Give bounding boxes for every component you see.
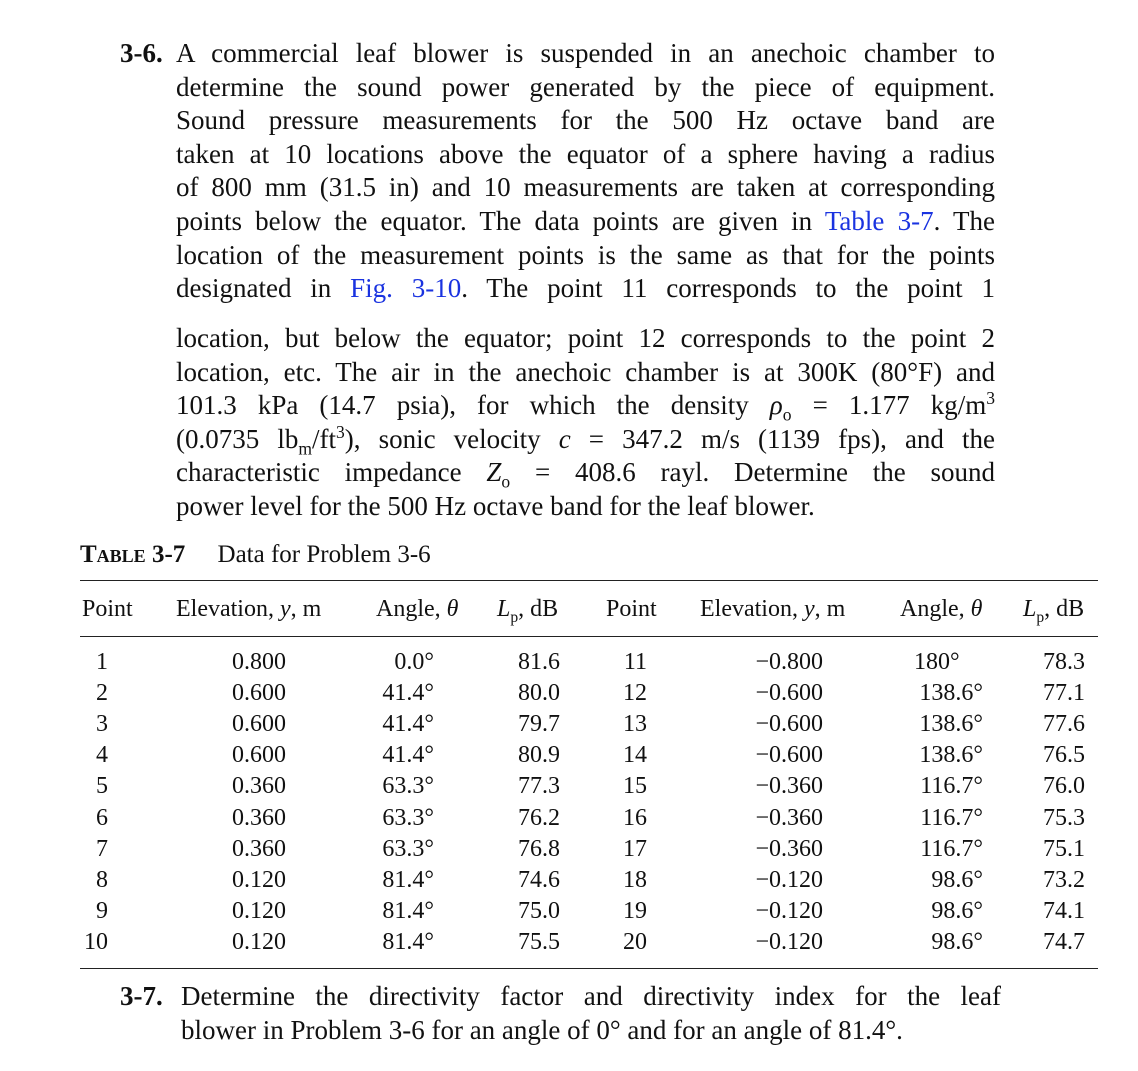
text-line: Determine the directivity factor and directivity index for the leaf xyxy=(181,981,1001,1011)
cell-elevation-2: −0.120 xyxy=(755,897,823,924)
problem-3-7-text xyxy=(181,980,1001,1047)
cell-point: 1 xyxy=(96,649,108,675)
cell-angle: 81.4° xyxy=(382,897,434,924)
cell-elevation-2: −0.360 xyxy=(755,773,823,800)
cell-point-2: 12 xyxy=(623,680,647,707)
cell-point: 2 xyxy=(96,680,108,707)
cell-lp-2: 75.1 xyxy=(1043,835,1085,862)
cell-point: 7 xyxy=(96,835,108,862)
cell-lp: 76.2 xyxy=(518,804,560,831)
text-line: (0.0735 $lb_m/ft^3$), sonic velocity c = 347.2 m/s (1139 fps), and the xyxy=(176,421,995,459)
cell-lp: 76.8 xyxy=(518,835,560,862)
cell-lp-2: 77.1 xyxy=(1043,680,1085,707)
text-line: blower in Problem 3-6 for an angle of 0° and for an angle of 81.4°. xyxy=(181,1014,903,1045)
c-symbol: c xyxy=(558,423,571,454)
cell-angle: 63.3° xyxy=(382,804,434,831)
text-line: determine the sound power generated by the piece of equipment. xyxy=(176,71,995,102)
cell-lp: 75.0 xyxy=(518,897,560,924)
cell-elevation: 0.360 xyxy=(232,835,286,862)
text-line: points below the equator. The data points are given in Table 3-7. The xyxy=(176,205,995,236)
cell-point: 10 xyxy=(84,928,108,955)
header-point: Point xyxy=(82,596,133,622)
cell-angle-2: 116.7° xyxy=(920,804,983,831)
cell-lp-2: 76.0 xyxy=(1043,773,1085,800)
text-line: characteristic impedance $Z_o = 408.6$ rayl. Determine the sound xyxy=(176,457,995,492)
text-line: taken at 10 locations above the equator of a sphere having a radius xyxy=(176,138,995,169)
cell-elevation-2: −0.120 xyxy=(755,866,823,893)
table-3-7-link[interactable]: Table 3-7 xyxy=(824,205,934,236)
table-label: Table xyxy=(80,541,146,568)
cell-angle-2: 98.6° xyxy=(931,866,983,893)
cell-angle: 81.4° xyxy=(382,866,434,893)
text-line: location, but below the equator; point 12 corresponds to the point 2 xyxy=(176,323,995,353)
text-line: 101.3 kPa (14.7 psia), for which the density $\rho_o = 1.177$ $kg/m^3$ xyxy=(176,388,996,425)
cell-elevation-2: −0.360 xyxy=(755,804,823,831)
cell-point-2: 17 xyxy=(623,835,647,862)
cell-angle-2: 180° xyxy=(914,649,960,675)
text-line: A commercial leaf blower is suspended in an anechoic chamber to xyxy=(176,38,995,68)
cell-angle-2: 116.7° xyxy=(920,773,983,800)
cell-lp-2: 78.3 xyxy=(1043,649,1085,675)
header-point-2: Point xyxy=(606,596,657,622)
cell-point: 9 xyxy=(96,897,108,924)
cell-elevation: 0.600 xyxy=(232,711,286,738)
cell-elevation-2: −0.600 xyxy=(755,711,823,738)
cell-lp: 74.6 xyxy=(518,866,560,893)
text-line: designated in Fig. 3-10. The point 11 corresponds to the point 1 xyxy=(176,273,996,304)
problem-number: 3-6. xyxy=(120,38,163,68)
cell-point: 3 xyxy=(96,711,108,738)
header-elevation-2: Elevation, y, m xyxy=(700,596,846,622)
cell-elevation-2: −0.360 xyxy=(755,835,823,862)
cell-point-2: 19 xyxy=(623,897,647,924)
cell-lp: 81.6 xyxy=(518,649,560,675)
cell-angle: 63.3° xyxy=(382,835,434,862)
cell-lp-2: 76.5 xyxy=(1043,742,1085,769)
cell-point: 5 xyxy=(96,773,108,800)
table-header-rule xyxy=(80,636,1098,637)
cell-lp: 80.9 xyxy=(518,742,560,769)
cell-point-2: 13 xyxy=(623,711,647,738)
cell-angle-2: 138.6° xyxy=(919,711,983,738)
problem-number: 3-7. xyxy=(120,981,163,1011)
table-bottom-rule xyxy=(80,968,1098,969)
cell-angle: 81.4° xyxy=(382,928,434,955)
text-line: location, etc. The air in the anechoic chamber is at 300K (80°F) and xyxy=(176,356,995,387)
cell-elevation: 0.800 xyxy=(232,649,286,675)
cell-angle: 41.4° xyxy=(382,711,434,738)
header-lp: $L_p$, dB xyxy=(497,596,559,626)
cell-angle-2: 138.6° xyxy=(919,680,983,707)
cell-angle-2: 138.6° xyxy=(919,742,983,769)
cell-point-2: 16 xyxy=(623,804,647,831)
cell-angle: 41.4° xyxy=(382,680,434,707)
text-line: Sound pressure measurements for the 500 Hz octave band are xyxy=(176,105,995,136)
cell-point-2: 11 xyxy=(623,649,647,675)
fig-3-10-link[interactable]: Fig. 3-10 xyxy=(350,273,462,304)
cell-point-2: 20 xyxy=(623,928,647,955)
table-title: Data for Problem 3-6 xyxy=(217,541,431,568)
cell-elevation: 0.120 xyxy=(232,866,286,893)
cell-lp-2: 77.6 xyxy=(1043,711,1085,738)
table-caption xyxy=(80,540,431,570)
cell-angle-2: 116.7° xyxy=(920,835,983,862)
cell-angle-2: 98.6° xyxy=(931,928,983,955)
cell-elevation: 0.120 xyxy=(232,928,286,955)
cell-lp: 80.0 xyxy=(518,680,560,707)
cell-elevation: 0.120 xyxy=(232,897,286,924)
rho-symbol: ρ xyxy=(769,390,783,421)
header-angle: Angle, θ xyxy=(376,596,459,622)
cell-angle: 63.3° xyxy=(382,773,434,800)
header-angle-2: Angle, θ xyxy=(900,596,983,622)
problem-3-6-paragraph-1 xyxy=(176,37,995,306)
cell-elevation-2: −0.120 xyxy=(755,928,823,955)
header-elevation: Elevation, y, m xyxy=(176,596,322,622)
text-line: location of the measurement points is the same as that for the points xyxy=(176,239,995,270)
cell-elevation: 0.600 xyxy=(232,742,286,769)
cell-point: 8 xyxy=(96,866,108,893)
cell-elevation: 0.600 xyxy=(232,680,286,707)
problem-3-6-paragraph-2 xyxy=(176,322,995,524)
table-top-rule xyxy=(80,580,1098,581)
cell-elevation: 0.360 xyxy=(232,804,286,831)
header-lp-2: $L_p$, dB xyxy=(1023,596,1085,626)
table-number: 3-7 xyxy=(151,541,186,568)
cell-lp-2: 73.2 xyxy=(1043,866,1085,893)
cell-angle-2: 98.6° xyxy=(931,897,983,924)
cell-point: 6 xyxy=(96,804,108,831)
z-symbol: Z xyxy=(486,457,502,488)
cell-point: 4 xyxy=(96,742,108,769)
cell-point-2: 14 xyxy=(623,742,647,769)
text-line: power level for the 500 Hz octave band for the leaf blower. xyxy=(176,490,815,521)
cell-lp-2: 75.3 xyxy=(1043,804,1085,831)
cell-angle: 0.0° xyxy=(394,649,434,675)
cell-elevation-2: −0.600 xyxy=(755,742,823,769)
cell-lp: 75.5 xyxy=(518,928,560,955)
cell-lp: 79.7 xyxy=(518,711,560,738)
cell-lp-2: 74.7 xyxy=(1043,928,1085,955)
cell-angle: 41.4° xyxy=(382,742,434,769)
cell-elevation-2: −0.600 xyxy=(755,680,823,707)
cell-point-2: 15 xyxy=(623,773,647,800)
cell-point-2: 18 xyxy=(623,866,647,893)
cell-lp-2: 74.1 xyxy=(1043,897,1085,924)
text-line: of 800 mm (31.5 in) and 10 measurements are taken at corresponding xyxy=(176,172,995,203)
cell-elevation-2: −0.800 xyxy=(755,649,823,675)
cell-lp: 77.3 xyxy=(518,773,560,800)
cell-elevation: 0.360 xyxy=(232,773,286,800)
